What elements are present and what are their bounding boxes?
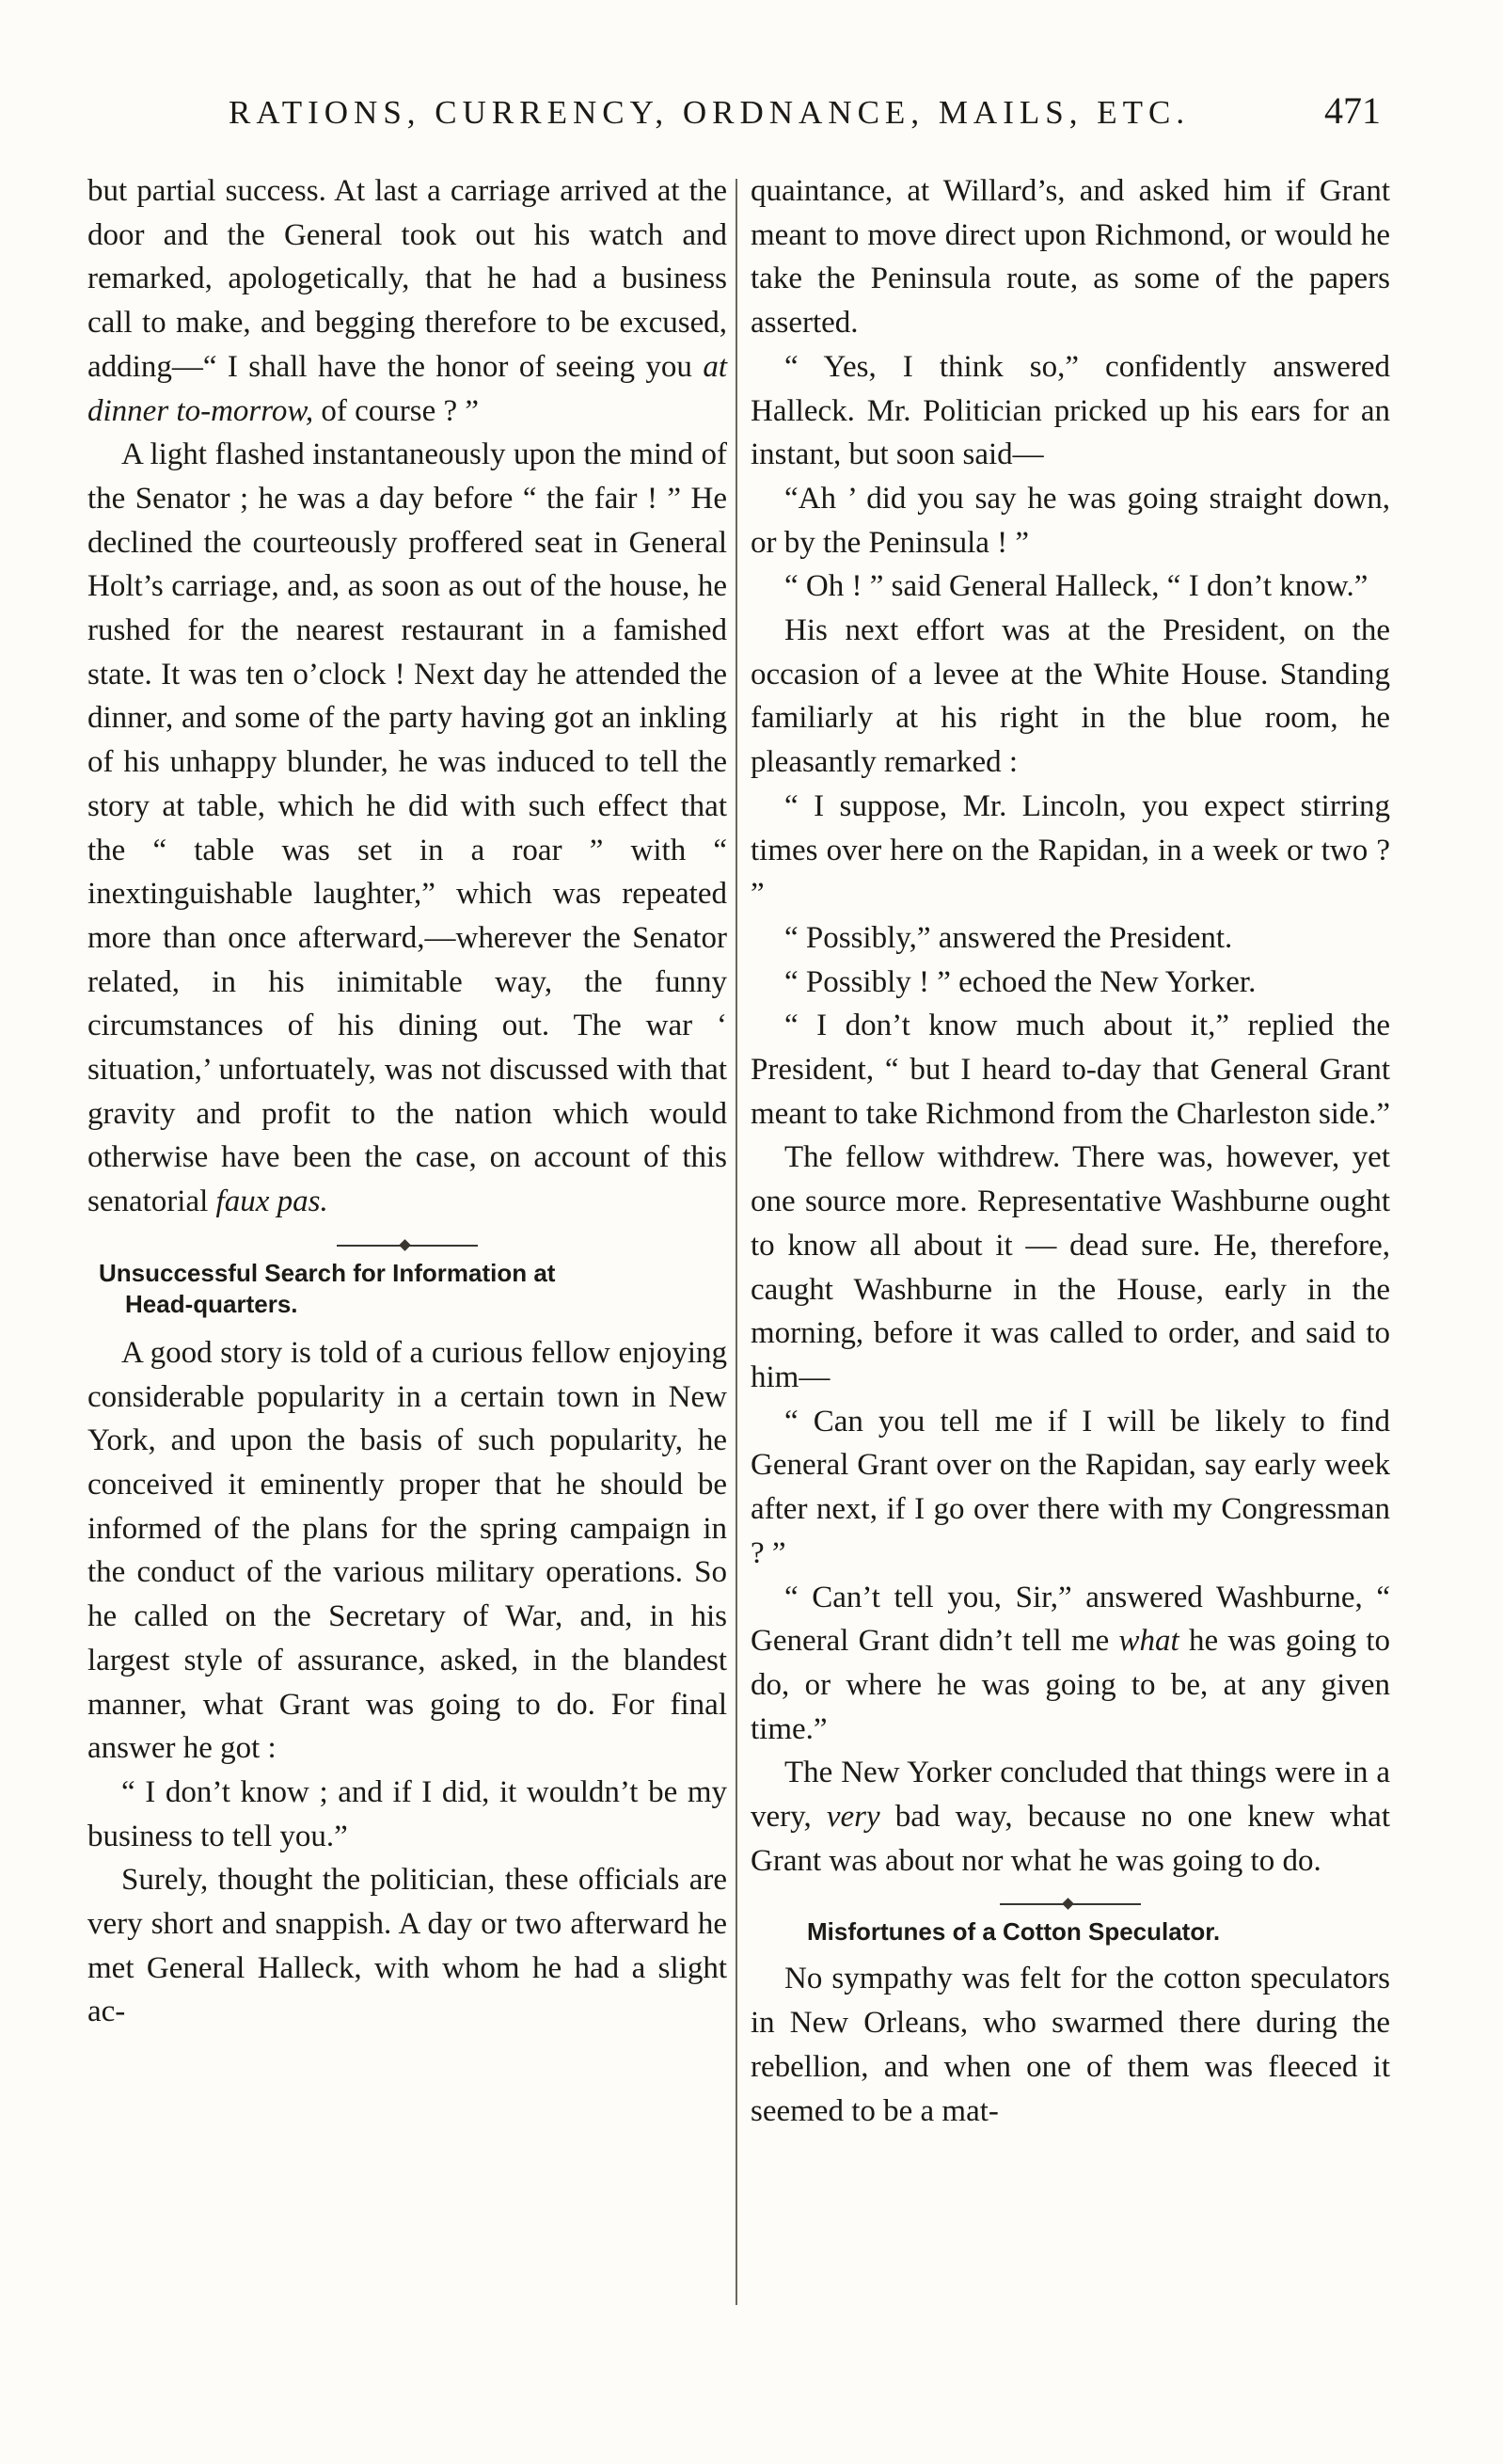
right-column — [751, 169, 1390, 2133]
paragraph-text: but partial success. At last a carriage arrived at the door and the General took out his watch and remarked, apologetically, that he had a business call to make, and begging therefore to be excused, adding—“ I shall have the honor of seeing you — [87, 174, 727, 384]
paragraph: “ Oh ! ” said General Halleck, “ I don’t know.” — [784, 569, 1369, 604]
section-title-line: Unsuccessful Search for Information at — [99, 1258, 556, 1287]
paragraph: “ I suppose, Mr. Lincoln, you expect stirring times over here on the Rapidan, in a week or two ? ” — [751, 788, 1390, 912]
section-title-line: Head-quarters. — [125, 1289, 298, 1318]
paragraph — [751, 1751, 1390, 1883]
paragraph — [87, 169, 727, 433]
section-title — [99, 1258, 727, 1320]
paragraph: “ Can you tell me if I will be likely to find General Grant over on the Rapidan, say early week after next, if I go over there with my Congressman ? ” — [751, 1404, 1390, 1570]
emphasis-text: very — [826, 1800, 880, 1835]
paragraph: “ Possibly,” answered the President. — [784, 920, 1233, 955]
paragraph: quaintance, at Willard’s, and asked him if Grant meant to move direct upon Richmond, or would he take the Peninsula route, as some of the papers asserted. — [751, 174, 1390, 341]
diamond-ornament-icon — [1062, 1899, 1074, 1911]
paragraph-text: he was going to do, or where he was going to be, at any given time.” — [751, 1624, 1391, 1746]
page-number: 471 — [1324, 89, 1381, 132]
paragraph: Surely, thought the politician, these officials are very short and snappish. A day or two afterward he met General Halleck, with whom he had a slight ac- — [87, 1863, 727, 2029]
running-head: RATIONS, CURRENCY, ORDNANCE, MAILS, ETC. — [229, 94, 1191, 131]
emphasis-text: at dinner to-morrow, — [87, 349, 727, 428]
paragraph: “ Yes, I think so,” confidently answered Halleck. Mr. Politician pricked up his ears for an instant, but soon said— — [751, 349, 1390, 472]
left-column — [87, 169, 727, 2034]
paragraph-text: The New Yorker concluded that things were in a very, — [751, 1756, 1390, 1835]
paragraph: “ I don’t know ; and if I did, it wouldn’t be my business to tell you.” — [87, 1774, 727, 1853]
paragraph: A good story is told of a curious fellow enjoying considerable popularity in a certain town in New York, and upon the basis of such popularity, he conceived it eminently proper that he should be informed of the plans for the spring campaign in the conduct of the various military operations. So he called on the Secretary of War, and, in his largest style of assurance, asked, in the blandest manner, what Grant was going to do. For final answer he got : — [87, 1335, 727, 1766]
paragraph: “ I don’t know much about it,” replied the President, “ but I heard to-day that General Grant meant to take Richmond from the Charleston side.” — [751, 1009, 1390, 1131]
section-divider — [1000, 1903, 1141, 1905]
paragraph-text: bad way, because no one knew what Grant was about nor what he was going to do. — [751, 1800, 1390, 1878]
section-title: Misfortunes of a Cotton Speculator. — [807, 1917, 1221, 1947]
paragraph — [751, 1576, 1390, 1752]
emphasis-text: faux pas. — [215, 1184, 328, 1219]
paragraph-text: of course ? ” — [313, 393, 480, 428]
paragraph-text: A light flashed instantaneously upon the mind of the Senator ; he was a day before “ the fair ! ” He declined the courteously proffered seat in General Holt’s carriage, and, as soon as out of the house, he rushed for the nearest restaurant in a famished state. It was ten o’clock ! Next day he attended the dinner, and some of the party having got an inkling of his unhappy blunder, he was induced to tell the story at table, which he did with such effect that the “ table was set in a roar ” with “ inextinguishable laughter,” which was repeated more than once afterward,—wherever the Senator related, in his inimitable way, the funny circumstances of his dining out. The war ‘ situation,’ unfortuately, was not discussed with that gravity and profit to the nation which would otherwise have been the case, on account of this senatorial — [87, 437, 727, 1219]
paragraph: The fellow withdrew. There was, however, yet one source more. Representative Washburne ought to know all about it — dead sure. He, therefore, caught Washburne in the House, early in the morning, before it was called to order, and said to him— — [751, 1140, 1390, 1394]
column-divider — [736, 179, 737, 2305]
paragraph — [87, 433, 727, 1224]
paragraph-text: “ Can’t tell you, Sir,” answered Washburne, “ General Grant didn’t tell me — [751, 1580, 1390, 1659]
paragraph: “ Possibly ! ” echoed the New Yorker. — [784, 964, 1257, 999]
page-header — [229, 89, 1381, 141]
section-divider — [337, 1245, 478, 1247]
paragraph: His next effort was at the President, on the occasion of a levee at the White House. Standing familiarly at his right in the blue room, he pleasantly remarked : — [751, 613, 1390, 780]
diamond-ornament-icon — [399, 1239, 411, 1251]
emphasis-text: what — [1118, 1624, 1179, 1659]
paragraph: No sympathy was felt for the cotton speculators in New Orleans, who swarmed there during the rebellion, and when one of them was fleeced it seemed to be a mat- — [751, 1962, 1390, 2128]
paragraph: “Ah ’ did you say he was going straight down, or by the Peninsula ! ” — [751, 481, 1390, 560]
